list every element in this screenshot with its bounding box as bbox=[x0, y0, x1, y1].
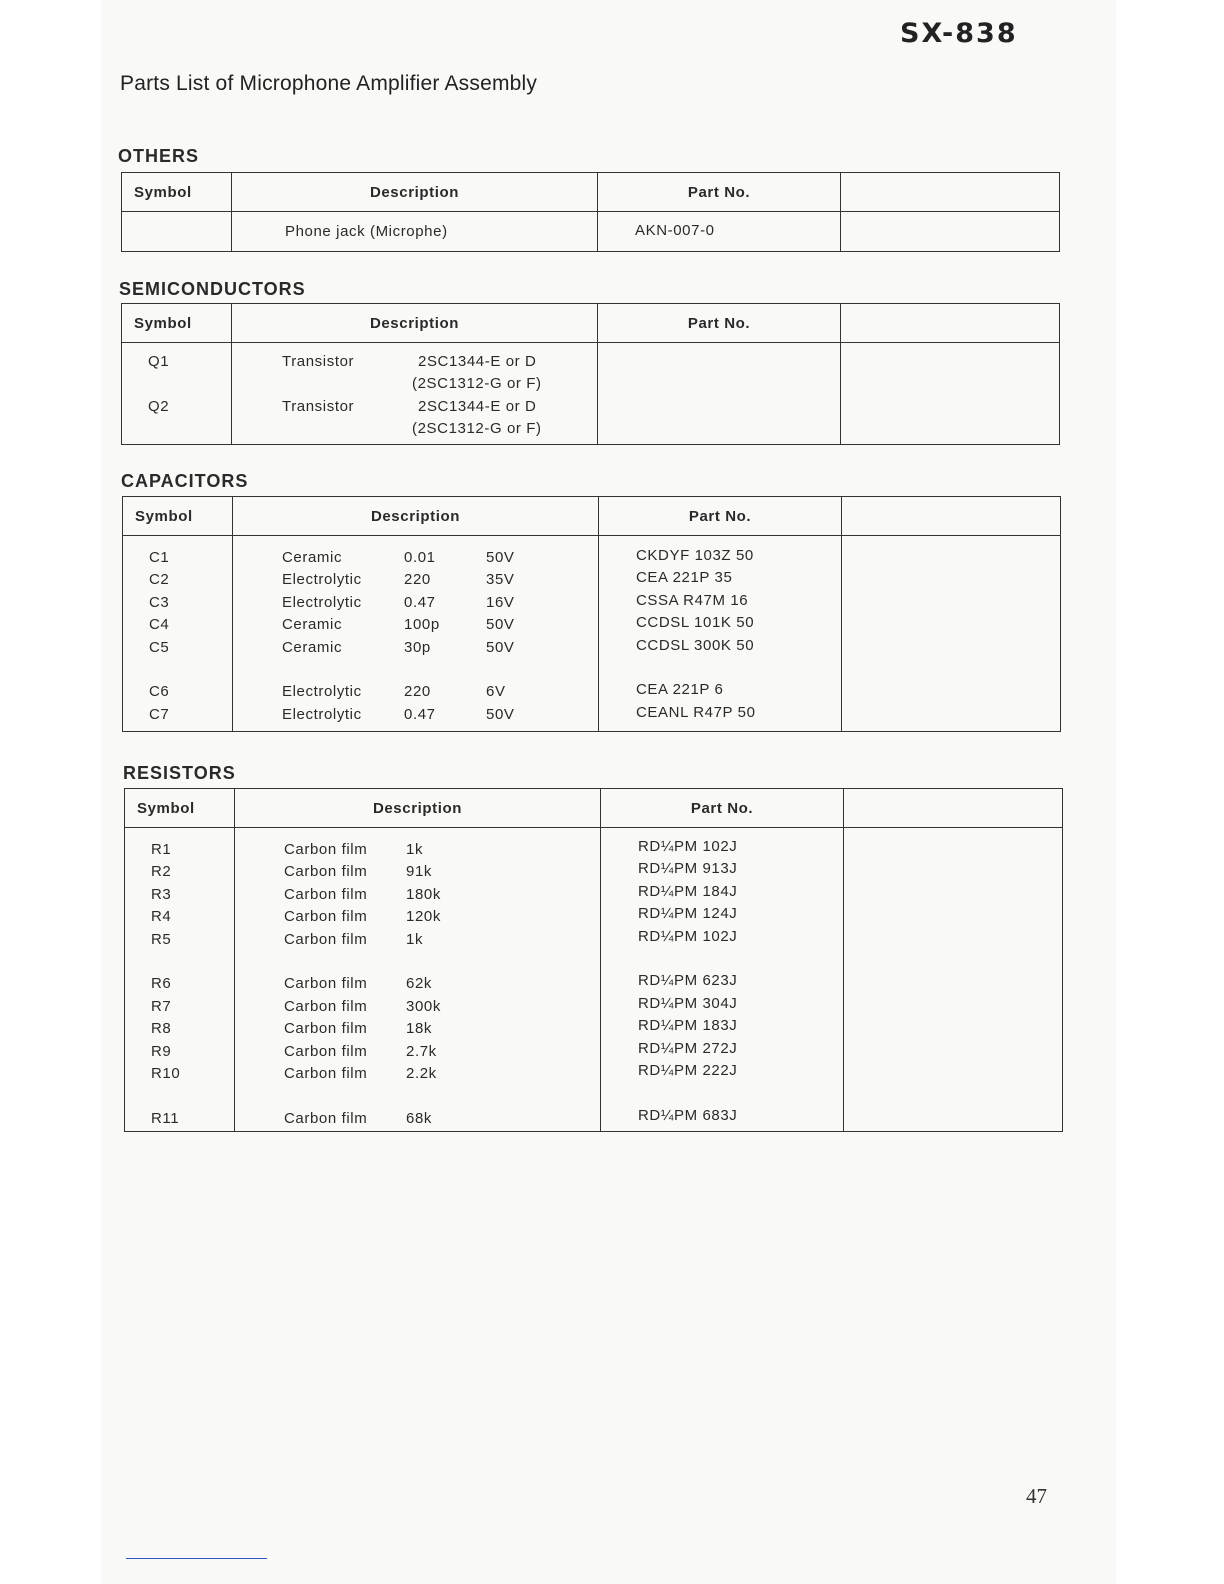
symbol-cell: R1 R2 R3 R4 R5 R6 R7 R8 R9 R10 R11 bbox=[125, 828, 235, 1132]
symbol-cell: Q1 Q2 bbox=[122, 343, 232, 445]
table-row bbox=[122, 343, 1060, 445]
symbol-header: Symbol bbox=[123, 497, 233, 536]
description-header: Description bbox=[232, 173, 598, 212]
description-cell: Carbon film 1k Carbon film 91k Carbon film 180k Carbon film 120k Carbon film 1k Carbon film 62k Carbon film 300k Carbon film 18k Carbon film 2.7k Carbon film 2.2k Carbon film 68k bbox=[235, 828, 601, 1132]
blank-cell bbox=[841, 343, 1060, 445]
table-header-row bbox=[122, 304, 1060, 343]
symbol-cell bbox=[122, 212, 232, 252]
part-no-cell: AKN-007-0 bbox=[598, 212, 841, 252]
blank-header bbox=[844, 789, 1063, 828]
blank-header bbox=[841, 304, 1060, 343]
part-no-header: Part No. bbox=[598, 173, 841, 212]
description-header: Description bbox=[233, 497, 599, 536]
part-no-header: Part No. bbox=[599, 497, 842, 536]
description-cell: Transistor 2SC1344-E or D (2SC1312-G or F) Transistor 2SC1344-E or D (2SC1312-G or F) bbox=[232, 343, 598, 445]
symbol-header: Symbol bbox=[122, 304, 232, 343]
section-heading-semiconductors: SEMICONDUCTORS bbox=[119, 279, 306, 299]
description-cell: Ceramic 0.01 50V Electrolytic 220 35V Electrolytic 0.47 16V Ceramic 100p 50V Ceramic 30p 50V Electrolytic 220 6V Electrolytic 0.47 50V bbox=[233, 536, 599, 732]
symbol-header: Symbol bbox=[125, 789, 235, 828]
table-row bbox=[123, 536, 1061, 732]
table-row bbox=[122, 212, 1060, 252]
symbol-header: Symbol bbox=[122, 173, 232, 212]
page-number: 47 bbox=[1026, 1484, 1047, 1508]
part-no-cell bbox=[598, 343, 841, 445]
page-title: Parts List of Microphone Amplifier Assembly bbox=[120, 72, 538, 95]
blank-cell bbox=[841, 212, 1060, 252]
section-heading-others: OTHERS bbox=[118, 146, 200, 166]
blank-header bbox=[842, 497, 1061, 536]
description-cell: Phone jack (Microphe) bbox=[232, 212, 598, 252]
description-header: Description bbox=[232, 304, 598, 343]
blank-cell bbox=[844, 828, 1063, 1132]
model-number: SX-838 bbox=[900, 18, 1018, 49]
table-row bbox=[125, 828, 1063, 1132]
description-header: Description bbox=[235, 789, 601, 828]
resistors-table bbox=[124, 788, 1063, 1132]
part-no-header: Part No. bbox=[598, 304, 841, 343]
part-no-header: Part No. bbox=[601, 789, 844, 828]
section-heading-capacitors: CAPACITORS bbox=[121, 471, 249, 491]
semiconductors-table bbox=[121, 303, 1060, 445]
others-table bbox=[121, 172, 1060, 252]
part-no-cell: CKDYF 103Z 50 CEA 221P 35 CSSA R47M 16 CCDSL 101K 50 CCDSL 300K 50 CEA 221P 6 CEANL R47P 50 bbox=[599, 536, 842, 732]
section-heading-resistors: RESISTORS bbox=[123, 763, 236, 783]
blank-header bbox=[841, 173, 1060, 212]
capacitors-table bbox=[122, 496, 1061, 732]
symbol-cell: C1 C2 C3 C4 C5 C6 C7 bbox=[123, 536, 233, 732]
table-header-row bbox=[123, 497, 1061, 536]
part-no-cell: RD¼PM 102J RD¼PM 913J RD¼PM 184J RD¼PM 124J RD¼PM 102J RD¼PM 623J RD¼PM 304J RD¼PM 183J RD¼PM 272J RD¼PM 222J RD¼PM 683J bbox=[601, 828, 844, 1132]
footer-rule bbox=[126, 1558, 267, 1559]
table-header-row bbox=[125, 789, 1063, 828]
table-header-row bbox=[122, 173, 1060, 212]
blank-cell bbox=[842, 536, 1061, 732]
